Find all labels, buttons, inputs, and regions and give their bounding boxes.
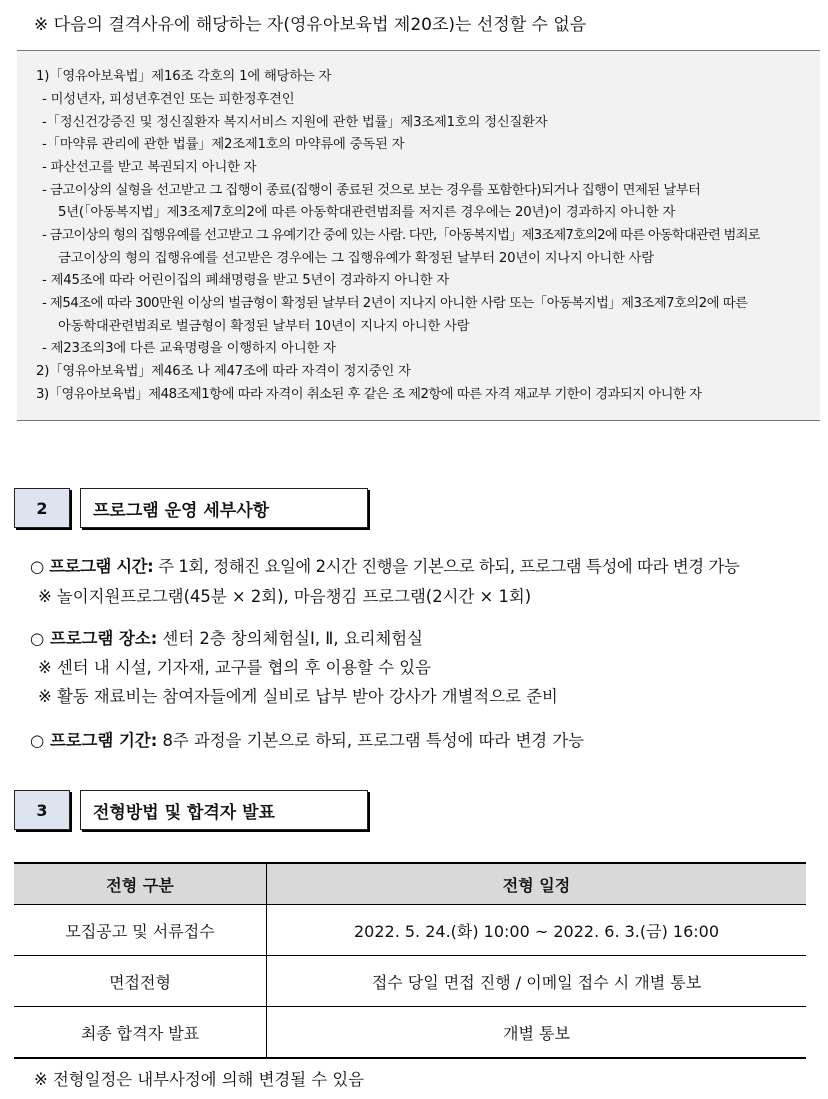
- disqualification-item: - 제45조에 따라 어린이집의 폐쇄명령을 받고 5년이 경과하지 아니한 자: [42, 273, 450, 288]
- table-cell: 모집공고 및 서류접수: [14, 905, 267, 956]
- disqualification-notice: ※ 다음의 결격사유에 해당하는 자(영유아보육법 제20조)는 선정할 수 없음: [34, 15, 587, 35]
- program-time-label: ○ 프로그램 시간:: [30, 557, 154, 576]
- disqualification-item: - 제23조의3에 다른 교육명령을 이행하지 아니한 자: [42, 341, 336, 356]
- program-time-text: 주 1회, 정해진 요일에 2시간 진행을 기본으로 하되, 프로그램 특성에 따라 변경 가능: [158, 557, 740, 576]
- disqualification-item: -「정신건강증진 및 정신질환자 복지서비스 지원에 관한 법률」제3조제1호의 정신질환자: [42, 115, 548, 130]
- table-header: 전형 구분: [14, 863, 267, 905]
- table-cell: 최종 합격자 발표: [14, 1007, 267, 1059]
- disqualification-item: 아동학대관련범죄로 벌금형이 확정된 날부터 10년이 지나지 아니한 사람: [58, 319, 470, 334]
- program-time: [30, 553, 739, 577]
- table-row: [14, 1007, 806, 1059]
- disqualification-item: - 파산선고를 받고 복권되지 아니한 자: [42, 160, 257, 175]
- table-cell: 접수 당일 면접 진행 / 이메일 접수 시 개별 통보: [267, 956, 807, 1007]
- disqualification-item: 2)「영유아보육법」제46조 나 제47조에 따라 자격이 정지중인 자: [36, 364, 411, 379]
- table-cell: 면접전형: [14, 956, 267, 1007]
- disqualification-item: 1)「영유아보육법」제16조 각호의 1에 해당하는 자: [36, 69, 332, 84]
- selection-schedule-table: [14, 862, 806, 1059]
- program-place-note: ※ 센터 내 시설, 기자재, 교구를 협의 후 이용할 수 있음: [38, 658, 431, 677]
- table-cell: 2022. 5. 24.(화) 10:00 ~ 2022. 6. 3.(금) 16:00: [267, 905, 807, 956]
- disqualification-item: -「마약류 관리에 관한 법률」제2조제1호의 마약류에 중독된 자: [42, 137, 405, 152]
- schedule-change-notice: ※ 전형일정은 내부사정에 의해 변경될 수 있음: [34, 1070, 364, 1089]
- disqualification-item: 3)「영유아보육법」제48조제1항에 따라 자격이 취소된 후 같은 조 제2항에 따른 자격 재교부 기한이 경과되지 아니한 자: [36, 387, 702, 402]
- program-place-text: 센터 2층 창의체험실Ⅰ, Ⅱ, 요리체험실: [162, 629, 423, 648]
- program-period-label: ○ 프로그램 기간:: [30, 731, 158, 750]
- disqualification-item: - 금고이상의 실형을 선고받고 그 집행이 종료(집행이 종료된 것으로 보는 경우를 포함한다)되거나 집행이 면제된 날부터: [42, 183, 701, 198]
- disqualification-item: - 미성년자, 피성년후견인 또는 피한정후견인: [42, 92, 295, 107]
- disqualification-item: - 금고이상의 형의 집행유예를 선고받고 그 유예기간 중에 있는 사람. 다만,「아동복지법」제3조제7호의2에 따른 아동학대관련 범죄로: [42, 228, 760, 243]
- disqualification-item: - 제54조에 따라 300만원 이상의 벌금형이 확정된 날부터 2년이 지나지 아니한 사람 또는「아동복지법」제3조제7호의2에 따른: [42, 296, 748, 311]
- program-period: [30, 727, 584, 751]
- disqualification-box: [17, 50, 820, 421]
- table-cell: 개별 통보: [267, 1007, 807, 1059]
- table-row: [14, 956, 806, 1007]
- section-2-title: 프로그램 운영 세부사항: [80, 488, 368, 528]
- disqualification-item: 5년(「아동복지법」제3조제7호의2에 따른 아동학대관련범죄를 저지른 경우에는 20년)이 경과하지 아니한 자: [58, 205, 676, 220]
- section-3-number: 3: [14, 790, 70, 830]
- table-row: [14, 905, 806, 956]
- section-2-number: 2: [14, 488, 70, 528]
- program-period-text: 8주 과정을 기본으로 하되, 프로그램 특성에 따라 변경 가능: [162, 731, 584, 750]
- disqualification-item: 금고이상의 형의 집행유예를 선고받은 경우에는 그 집행유예가 확정된 날부터 20년이 지나지 아니한 사람: [58, 251, 654, 266]
- section-3-title: 전형방법 및 합격자 발표: [80, 790, 368, 830]
- program-place-label: ○ 프로그램 장소:: [30, 629, 158, 648]
- table-header-row: [14, 863, 806, 905]
- program-time-note: ※ 놀이지원프로그램(45분 × 2회), 마음챙김 프로그램(2시간 × 1회): [38, 587, 532, 606]
- table-header: 전형 일정: [267, 863, 807, 905]
- program-place-note: ※ 활동 재료비는 참여자들에게 실비로 납부 받아 강사가 개별적으로 준비: [38, 687, 558, 706]
- program-place: [30, 625, 423, 649]
